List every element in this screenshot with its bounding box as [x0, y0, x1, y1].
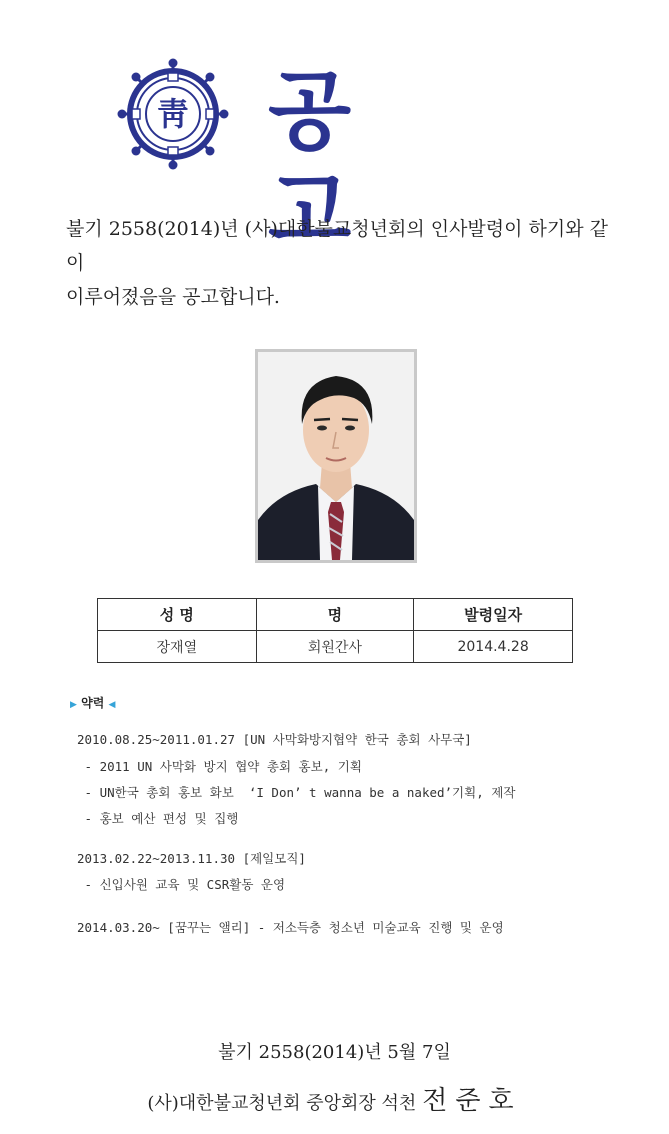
- person-portrait-icon: [258, 352, 414, 560]
- career-heading: [70, 694, 115, 711]
- intro-line-2: 이루어졌음을 공고합니다.: [66, 286, 280, 308]
- triangle-left-icon: ◀: [108, 700, 116, 710]
- intro-line-1: 불기 2558(2014)년 (사)대한불교청년회의 인사발령이 하기와 같이: [66, 218, 608, 274]
- career-line: - 2011 UN 사막화 방지 협약 총회 홍보, 기획: [77, 759, 362, 774]
- triangle-right-icon: ▶: [70, 700, 77, 710]
- career-line: 2013.02.22~2013.11.30 [제일모직]: [77, 851, 306, 866]
- cell-date: 2014.4.28: [414, 631, 573, 663]
- notice-title: 공고: [268, 62, 396, 262]
- table-row: [98, 631, 573, 663]
- career-heading-label: 약력: [81, 696, 105, 710]
- organization-logo: [117, 58, 229, 170]
- announcement-date: 불기 2558(2014)년 5월 7일: [218, 1042, 451, 1063]
- signature-line: [0, 1080, 669, 1117]
- cell-position: 회원간사: [256, 631, 414, 663]
- cell-name: 장재열: [98, 631, 257, 663]
- logo-glyph: 靑: [156, 95, 190, 133]
- career-line: - 홍보 예산 편성 및 집행: [77, 811, 239, 826]
- dharma-wheel-icon: [117, 58, 229, 170]
- header-date: 발령일자: [414, 599, 573, 631]
- career-line: - UN한국 총회 홍보 화보 ‘I Don’ t wanna be a naked’기획, 제작: [77, 785, 516, 800]
- portrait-photo: [255, 349, 417, 563]
- career-line: - 신입사원 교육 및 CSR활동 운영: [77, 877, 286, 892]
- header-position: 명: [256, 599, 414, 631]
- intro-text: [66, 212, 626, 314]
- table-header-row: [98, 599, 573, 631]
- appointment-table: [97, 598, 573, 663]
- header-name: 성 명: [98, 599, 257, 631]
- signer-org: (사)대한불교청년회 중앙회장 석천: [147, 1093, 417, 1114]
- career-line: 2014.03.20~ [꿈꾸는 앨리] - 저소득층 청소년 미술교육 진행 및 운영: [77, 920, 504, 935]
- career-line: 2010.08.25~2011.01.27 [UN 사막화방지협약 한국 총회 사무국]: [77, 732, 472, 747]
- signer-name: 전준호: [422, 1086, 522, 1116]
